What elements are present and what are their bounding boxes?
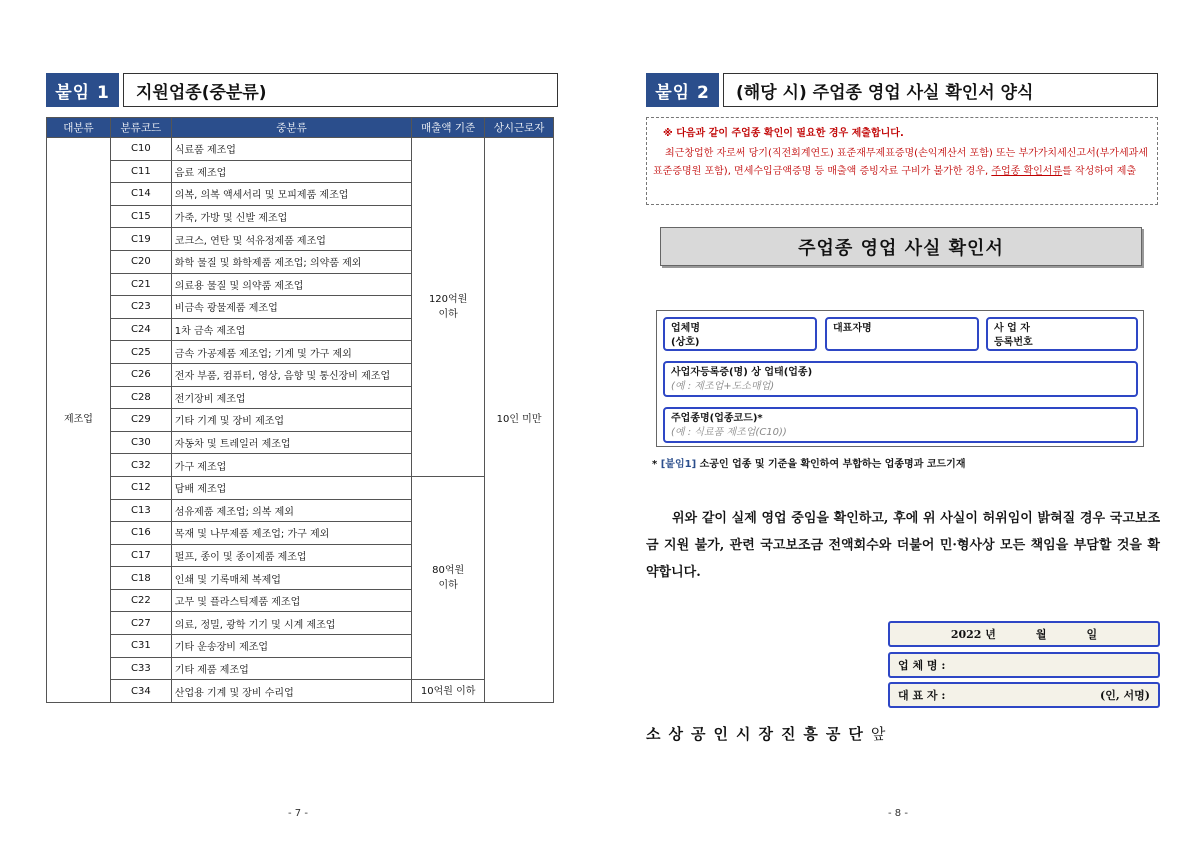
name-cell: 전기장비 제조업 xyxy=(171,386,411,409)
code-cell: C23 xyxy=(110,296,171,319)
table-row xyxy=(47,138,554,161)
name-cell: 전자 부품, 컴퓨터, 영상, 음향 및 통신장비 제조업 xyxy=(171,363,411,386)
page-number: - 7 - xyxy=(288,808,308,819)
note-prefix: * xyxy=(652,459,661,470)
code-cell: C19 xyxy=(110,228,171,251)
name-cell: 식료품 제조업 xyxy=(171,138,411,161)
sales-group-3: 10억원 이하 xyxy=(412,680,485,703)
name-cell: 기타 운송장비 제조업 xyxy=(171,635,411,658)
pledge-text: 위와 같이 실제 영업 중임을 확인하고, 후에 위 사실이 허위임이 밝혀질 경우 국고보조금 지원 불가, 관련 국고보조금 전액회수와 더불어 민·형사상 모든 책임을 부담할 것을 확약합니다. xyxy=(646,511,1160,580)
form-title: 주업종 영업 사실 확인서 xyxy=(660,227,1142,266)
notice-head: ※ 다음과 같이 주업종 확인이 필요한 경우 제출합니다. xyxy=(663,128,904,139)
name-cell: 자동차 및 트레일러 제조업 xyxy=(171,431,411,454)
business-type-field[interactable] xyxy=(663,361,1138,397)
field-label: 사업자등록증(명) 상 업태(업종) xyxy=(671,367,813,378)
code-cell: C25 xyxy=(110,341,171,364)
page-number: - 8 - xyxy=(888,808,908,819)
code-cell: C32 xyxy=(110,454,171,477)
code-cell: C10 xyxy=(110,138,171,161)
name-cell: 비금속 광물제품 제조업 xyxy=(171,296,411,319)
seal-label: (인, 서명) xyxy=(1100,689,1150,702)
code-cell: C24 xyxy=(110,318,171,341)
workers-cell: 10인 미만 xyxy=(485,138,554,703)
code-cell: C16 xyxy=(110,522,171,545)
major-category-cell: 제조업 xyxy=(47,138,111,703)
col-workers: 상시근로자 xyxy=(485,118,554,138)
field-label: 대표자명 xyxy=(833,323,872,334)
name-cell: 담배 제조업 xyxy=(171,476,411,499)
main-industry-field[interactable] xyxy=(663,407,1138,443)
name-cell: 음료 제조업 xyxy=(171,160,411,183)
name-cell: 고무 및 플라스틱제품 제조업 xyxy=(171,589,411,612)
code-cell: C12 xyxy=(110,476,171,499)
ceo-sign-field[interactable] xyxy=(888,682,1160,708)
col-middle: 중분류 xyxy=(171,118,411,138)
sales-label: 이하 xyxy=(438,308,458,320)
code-cell: C27 xyxy=(110,612,171,635)
section-title: (해당 시) 주업종 영업 사실 확인서 양식 xyxy=(723,73,1158,107)
section-title: 지원업종(중분류) xyxy=(123,73,558,107)
date-field[interactable] xyxy=(888,621,1160,647)
day-label: 일 xyxy=(1086,628,1098,641)
code-cell: C14 xyxy=(110,183,171,206)
name-cell: 섬유제품 제조업; 의복 제외 xyxy=(171,499,411,522)
sales-label: 80억원 xyxy=(432,565,465,577)
ceo-name-field[interactable] xyxy=(825,317,979,351)
code-cell: C34 xyxy=(110,680,171,703)
name-cell: 금속 가공제품 제조업; 기계 및 가구 제외 xyxy=(171,341,411,364)
name-cell: 의료용 물질 및 의약품 제조업 xyxy=(171,273,411,296)
name-cell: 목재 및 나무제품 제조업; 가구 제외 xyxy=(171,522,411,545)
section-header-right xyxy=(646,73,1158,107)
company-sign-label: 업 체 명 : xyxy=(898,659,946,672)
notice-box xyxy=(646,117,1158,205)
code-cell: C30 xyxy=(110,431,171,454)
code-cell: C13 xyxy=(110,499,171,522)
confirmation-form xyxy=(656,310,1144,447)
code-cell: C28 xyxy=(110,386,171,409)
name-cell: 의복, 의복 액세서리 및 모피제품 제조업 xyxy=(171,183,411,206)
field-label: 사 업 자 xyxy=(994,323,1030,334)
field-label: 업체명 xyxy=(671,323,700,334)
ceo-sign-label: 대 표 자 : xyxy=(898,689,946,702)
note-text: 소공인 업종 및 기준을 확인하여 부합하는 업종명과 코드기재 xyxy=(696,459,966,470)
notice-text: 를 작성하여 제출 xyxy=(1062,166,1137,177)
name-cell: 기타 기계 및 장비 제조업 xyxy=(171,409,411,432)
code-cell: C18 xyxy=(110,567,171,590)
code-cell: C11 xyxy=(110,160,171,183)
code-cell: C15 xyxy=(110,205,171,228)
field-example: (예 : 식료품 제조업(C10)) xyxy=(671,427,787,438)
code-cell: C29 xyxy=(110,409,171,432)
name-cell: 코크스, 연탄 및 석유정제품 제조업 xyxy=(171,228,411,251)
code-cell: C21 xyxy=(110,273,171,296)
col-major: 대분류 xyxy=(47,118,111,138)
table-row xyxy=(47,476,554,499)
name-cell: 기타 제품 제조업 xyxy=(171,657,411,680)
industry-table xyxy=(46,117,554,703)
form-note xyxy=(652,455,966,470)
code-cell: C20 xyxy=(110,250,171,273)
field-label: (상호) xyxy=(671,337,700,348)
section-header-left xyxy=(46,73,558,107)
name-cell: 의료, 정밀, 광학 기기 및 시계 제조업 xyxy=(171,612,411,635)
addressee-name: 소상공인시장진흥공단 xyxy=(646,725,871,743)
name-cell: 인쇄 및 기록매체 복제업 xyxy=(171,567,411,590)
code-cell: C31 xyxy=(110,635,171,658)
field-label: 주업종명(업종코드)* xyxy=(671,413,763,424)
notice-text: 최근창업한 자로써 당기(직전회계연도) 표준재무제표증명(손익계산서 포함) 또는 부가가치세신고서(부가세과세표준증명원 포함), 면세수입금액증명 등 매출액 증빙자료 구비가 불가한 경우, xyxy=(653,148,1148,177)
code-cell: C33 xyxy=(110,657,171,680)
code-cell: C22 xyxy=(110,589,171,612)
addressee-suffix: 앞 xyxy=(870,725,886,743)
notice-underlined: 주업종 확인서류 xyxy=(991,166,1063,177)
code-cell: C26 xyxy=(110,363,171,386)
field-example: (예 : 제조업+도소매업) xyxy=(671,381,775,392)
addressee xyxy=(646,723,885,744)
name-cell: 가죽, 가방 및 신발 제조업 xyxy=(171,205,411,228)
sales-label: 이하 xyxy=(438,580,458,592)
company-sign-field[interactable] xyxy=(888,652,1160,678)
sales-label: 120억원 xyxy=(428,293,468,305)
month-label: 월 xyxy=(1035,628,1047,641)
name-cell: 가구 제조업 xyxy=(171,454,411,477)
notice-body xyxy=(653,145,1151,181)
name-cell: 펄프, 종이 및 종이제품 제조업 xyxy=(171,544,411,567)
table-header-row xyxy=(47,118,554,138)
col-code: 분류코드 xyxy=(110,118,171,138)
attachment-reference: [붙임1] xyxy=(660,459,697,470)
attachment-badge: 붙임 2 xyxy=(646,73,719,107)
company-name-field[interactable] xyxy=(663,317,817,351)
name-cell: 화학 물질 및 화학제품 제조업; 의약품 제외 xyxy=(171,250,411,273)
attachment-badge: 붙임 1 xyxy=(46,73,119,107)
name-cell: 산업용 기계 및 장비 수리업 xyxy=(171,680,411,703)
name-cell: 1차 금속 제조업 xyxy=(171,318,411,341)
year-label: 2022 년 xyxy=(950,628,996,641)
business-number-field[interactable] xyxy=(986,317,1138,351)
table-row xyxy=(47,680,554,703)
code-cell: C17 xyxy=(110,544,171,567)
col-sales: 매출액 기준 xyxy=(412,118,485,138)
field-label: 등록번호 xyxy=(994,337,1033,348)
sales-group-2 xyxy=(412,476,485,679)
sales-group-1 xyxy=(412,138,485,477)
